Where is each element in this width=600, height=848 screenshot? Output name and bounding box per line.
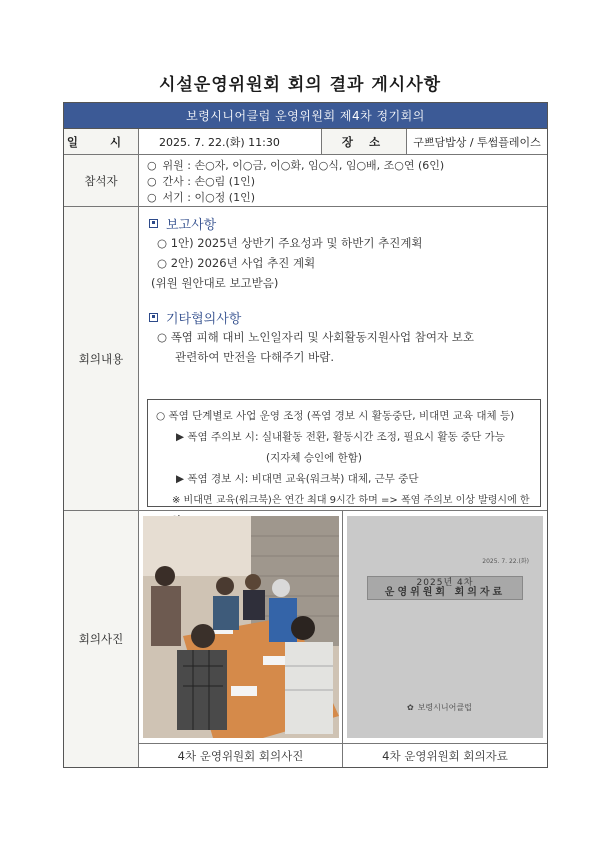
box-line: ▶ 폭염 주의보 시: 실내활동 전환, 활동시간 조정, 필요시 활동 중단 가능 (176, 431, 505, 443)
box-line: ○ 폭염 단계별로 사업 운영 조정 (폭염 경보 시 활동중단, 비대면 교육 대체 등) (156, 410, 515, 422)
bullet-icon: ○ (147, 159, 157, 172)
attendee-line: ○ 서기 : 이○정 (1인) (147, 191, 256, 204)
date-value: 2025. 7. 22.(화) 11:30 (139, 129, 322, 154)
other-item-line: ○ 폭염 피해 대비 노인일자리 및 사회활동지원사업 참여자 보호 (157, 330, 475, 344)
photos-row (64, 511, 547, 767)
meeting-result-table (63, 102, 548, 768)
photos-cell (139, 511, 547, 767)
box-remark: ※ 비대면 교육(워크북)은 연간 최대 9시간 하며 => 폭염 주의보 이상 발령시에 한 (172, 495, 530, 506)
attendees-row (64, 155, 547, 207)
square-bullet-icon (149, 313, 158, 322)
photos-label: 회의사진 (64, 511, 139, 767)
other-heading: 기타협의사항 (149, 307, 547, 327)
report-heading: 보고사항 (149, 213, 547, 233)
date-label: 일 시 (64, 129, 139, 154)
report-note: (위원 원안대로 보고받음) (151, 276, 279, 290)
attendee-line: ○ 간사 : 손○림 (1인) (147, 175, 256, 188)
other-item-line: 관련하여 만전을 다해주기 바람. (175, 350, 335, 364)
doc-cover-line: 운영위원회 회의자료 (384, 587, 506, 598)
photo-caption-left: 4차 운영위원회 회의사진 (139, 744, 343, 767)
doc-cover-logo: ✿ 보령시니어클럽 (407, 703, 472, 712)
square-bullet-icon (149, 219, 158, 228)
meeting-photo (143, 516, 339, 738)
attendees-label: 참석자 (64, 155, 139, 206)
attendees-list (139, 155, 547, 206)
report-item: ○ 1안) 2025년 상반기 주요성과 및 하반기 추진계획 (157, 236, 423, 250)
meeting-banner: 보령시니어클럽 운영위원회 제4차 정기회의 (64, 103, 547, 129)
meeting-document-photo (347, 516, 543, 738)
bullet-icon: ○ (147, 175, 157, 188)
attendee-line: ○ 위원 : 손○자, 이○금, 이○화, 임○식, 임○배, 조○연 (6인) (147, 159, 445, 172)
place-label: 장 소 (322, 129, 407, 154)
doc-cover-line: 2025년 4차 (416, 578, 474, 588)
org-logo-icon: ✿ (407, 703, 414, 712)
doc-cover-label (367, 576, 523, 600)
doc-cover-date: 2025. 7. 22.(화) (482, 558, 529, 565)
photo-caption-right: 4차 운영위원회 회의자료 (382, 748, 508, 763)
box-line: ▶ 폭염 경보 시: 비대면 교육(워크북) 대체, 근무 중단 (176, 473, 419, 485)
box-line: (지자체 승인에 한함) (266, 452, 363, 464)
place-value: 구쁘담밥상 / 투썸플레이스 (413, 135, 541, 149)
date-place-row (64, 129, 547, 155)
meeting-content (139, 207, 547, 510)
bullet-icon: ○ (147, 191, 157, 204)
document-title: 시설운영위원회 회의 결과 게시사항 (158, 75, 442, 95)
meeting-content-row (64, 207, 547, 511)
report-item: ○ 2안) 2026년 사업 추진 계획 (157, 256, 316, 270)
heatwave-guideline-box (147, 399, 541, 507)
meeting-photo-illustration (143, 516, 339, 738)
content-label: 회의내용 (64, 207, 139, 510)
